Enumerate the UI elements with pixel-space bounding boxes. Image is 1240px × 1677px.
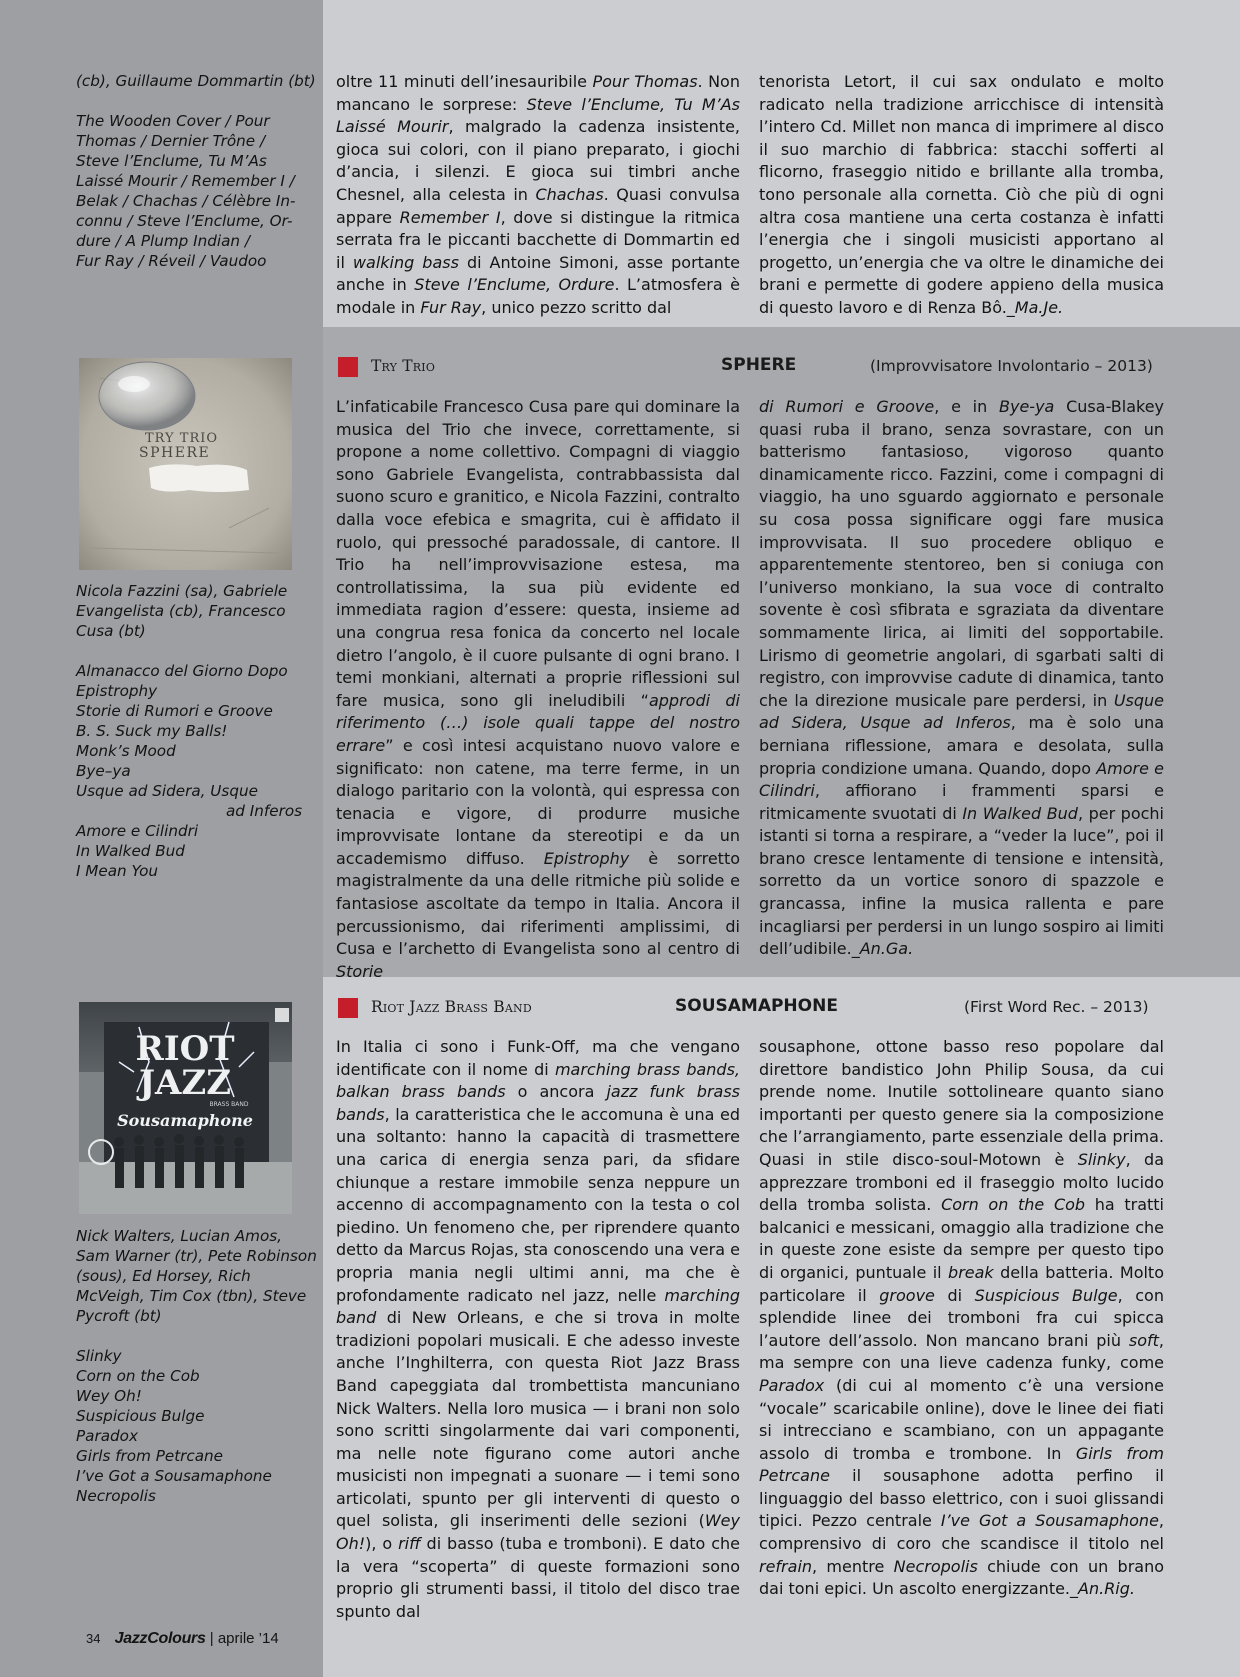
sidebar-line: Bye–ya	[76, 762, 131, 780]
review1-text-1: oltre 11 minuti dell’inesauribile Pour Thomas. Non mancano le sorprese: Steve l’Enclume, Tu M’As Laissé Mourir, malgrado la cadenza insistente, gioca sui colori, con il piano preparato, i giochi d’ancia, i silenzi. E gioca sui timbri anche Chesnel, alla celesta in Chachas. Quasi convulsa appare Remember I, dove si distingue la ritmica serrata fra le piccanti bacchette di Dommartin ed il walking bass di Antoine Simoni, asse portante anche in Steve l’Enclume, Ordure. L’atmosfera è modale in Fur Ray, unico pezzo scritto dal	[336, 72, 741, 317]
review1-sidebar	[76, 71, 324, 271]
sidebar-line: Usque ad Sidera, Usque	[76, 782, 258, 800]
review1-text-2: tenorista Letort, il cui sax ondulato e molto radicato nella tradizione arricchisce di intensità l’intero Cd. Millet non manca di imprimere al disco il suo marchio di fabbrica: stacchi sofferti al flicorno, fraseggio nitido e brillante alla tromba, tono personale alla cornetta. Ciò che più di ogni altra cosa mantiene una certa costanza è infatti l’energia che i singoli musicisti apportano al progetto, un’energia che va oltre le dinamiche dei brani e permette di godere appieno della musica di questo lavoro e di Renza Bô._Ma.Je.	[759, 72, 1164, 317]
sidebar-line: Storie di Rumori e Groove	[76, 702, 273, 720]
red-square-icon	[338, 998, 358, 1018]
sidebar-line: Evangelista (cb), Francesco	[76, 602, 286, 620]
review3-column-2	[759, 1036, 1164, 1601]
sidebar-line: (sous), Ed Horsey, Rich	[76, 1267, 251, 1285]
magazine-brand: JazzColours	[114, 1630, 206, 1647]
sidebar-line: Suspicious Bulge	[76, 1407, 205, 1425]
review1-column-2	[759, 71, 1164, 320]
review3-text-2: sousaphone, ottone basso reso popolare dal direttore bandistico John Philip Sousa, da cui prende nome. Inutile sottolineare quanto siano importanti per questo genere sia la composizione che l’arrangiamento, parte essenziale della prima. Quasi in stile disco-soul-Motown è Slinky, da apprezzare tromboni ed il fraseggio molto lucido della tromba solista. Corn on the Cob ha tratti balcanici e messicani, omaggio alla tradizione che in queste zone esiste da sempre per questo tipo di organici, puntuale il break della batteria. Molto particolare il groove di Suspicious Bulge, con splendide linee dei tromboni fra cui spicca l’autore dell’assolo. Non mancano brani più soft, ma sempre con una lieve cadenza funky, come Paradox (di cui al momento c’è una versione “vocale” scaricabile online), dove le linee dei fiati si intrecciano e scambiano, con un appagante assolo di tromba e trombone. In Girls from Petrcane il sousaphone adotta perfino il linguaggio del basso elettrico, con i suoi glissandi tipici. Pezzo centrale I’ve Got a Sousamaphone, comprensivo di coro che scandisce il titolo nel refrain, mentre Necropolis chiude con un brano dai toni epici. Un ascolto energizzante._An.Rig.	[759, 1037, 1165, 1599]
cover-title-line4: Sousamaphone	[117, 1111, 253, 1130]
sidebar-line: Necropolis	[76, 1487, 156, 1505]
review1-tracklist	[76, 111, 324, 271]
sidebar-line: The Wooden Cover / Pour	[76, 112, 270, 130]
sidebar-line: ad Inferos	[226, 802, 303, 820]
review2-album: SPHERE	[721, 355, 797, 375]
review2-header	[338, 353, 1168, 379]
review3-album-cover	[79, 1002, 292, 1214]
review3-header	[338, 994, 1168, 1020]
review2-sidebar	[76, 581, 324, 881]
review3-text-1: In Italia ci sono i Funk-Off, ma che vengano identificate con il nome di marching brass bands, balkan brass bands o ancora jazz funk brass bands, la caratteristica che le accomuna è una ed una soltanto: hanno la capacità di trasmettere una carica di energia senza pari, da sfidare chiunque a restare immobile senza neppure un accenno di accompagnamento con la testa o col piedino. Un fenomeno che, per riprendere quanto detto da Marcus Rojas, sta conoscendo una vera e propria mania negli ultimi anni, ma che è profondamente radicato nel jazz, nelle marching band di New Orleans, e che si trova in molte tradizioni popolari musicali. E che adesso investe anche l’Inghilterra, con questa Riot Jazz Brass Band capeggiata dal trombettista mancuniano Nick Walters. Nella loro musica — i brani non solo sono scritti singolarmente dai vari componenti, ma nelle note figurano come autori anche musicisti non impegnati a suonare — i temi sono articolati, spunto per gli interventi di questo o quel solista, gli inserimenti delle sezioni (Wey Oh!), o riff di basso (tuba e tromboni). E dato che la vera “scoperta” di queste formazioni sono proprio gli strumenti bassi, il titolo del disco trae spunto dal	[336, 1037, 740, 1621]
review3-sidebar	[76, 1226, 324, 1506]
review2-label: (Improvvisatore Involontario – 2013)	[870, 357, 1153, 375]
cover-title-line2: JAZZ	[138, 1063, 232, 1103]
review1-column-1	[336, 71, 740, 320]
review3-tracklist	[76, 1346, 324, 1506]
review3-artist: Riot Jazz Brass Band	[371, 998, 532, 1016]
sidebar-line: Cusa (bt)	[76, 622, 146, 640]
sidebar-line: I’ve Got a Sousamaphone	[76, 1467, 272, 1485]
review3-album: SOUSAMAPHONE	[675, 996, 838, 1016]
sidebar-line: Pycroft (bt)	[76, 1307, 162, 1325]
red-square-icon	[338, 357, 358, 377]
sidebar-line: Belak / Chachas / Célèbre In-	[76, 192, 296, 210]
sidebar-line: In Walked Bud	[76, 842, 185, 860]
review1-personnel-line: (cb), Guillaume Dommartin (bt)	[76, 72, 316, 90]
review2-text-2: di Rumori e Groove, e in Bye-ya Cusa-Blakey quasi ruba il brano, senza sovrastare, con un batterismo fantasioso, vigoroso quanto dinamicamente ricco. Fazzini, come i compagni di viaggio, ha uno sguardo aggiornato e personale su cosa possa significare oggi fare musica improvvisata. Il suo procedere obliquo e apparentemente stentoreo, ben si coniuga con l’universo monkiano, la sua voce di contralto sovente è così sfibrata e sgraziata da diventare sommamente lirica, ai limiti del sopportabile. Lirismo di geometrie angolari, di sgarbati salti di registro, con improvvise cadute di dinamica, tanto che la direzione musicale pare perdersi, in Usque ad Sidera, Usque ad Inferos, ma è solo una berniana riflessione, amara e desolata, sulla propria condizione umana. Quando, dopo Amore e Cilindri, affiorano i frammenti sparsi e ritmicamente svuotati di In Walked Bud, per pochi istanti si torna a respirare, a “veder la luce”, poi il brano cresce lentamente di tensione e intensità, sorretto da un vortice sonoro di spazzole e grancassa, infine la musica rallenta e pare incagliarsi per perdersi in un lungo sospiro ai limiti dell’udibile._An.Ga.	[759, 397, 1165, 959]
sidebar-line: Almanacco del Giorno Dopo	[76, 662, 288, 680]
review2-text-1: L’infaticabile Francesco Cusa pare qui dominare la musica del Trio che invece, correttamente, si propone a nome collettivo. Compagni di viaggio sono Gabriele Evangelista, contrabbassista dal suono scuro e granitico, e Nicola Fazzini, contralto dalla voce efebica e smagrita, cui è affidato il ruolo, qui pressoché paradossale, di cantore. Il Trio ha nell’improvvisazione estesa, ma controllatissima, la sua più evidente ed immediata ragion d’essere: questa, insieme ad una congrua resa fonica da concerto nel locale dietro l’angolo, è il cuore pulsante di ogni brano. I temi monkiani, alternati a proprie riflessioni sul fare musica, sono gli ineludibili “approdi di riferimento (…) isole quali tappe del nostro errare” e così intesi acquistano nuovo valore e significato: non catene, ma terre ferme, in un dialogo paritario con la volontà, qui espressa con tenacia e vigore, di produrre musiche improvvisate lontane da stereotipi e da un accademismo diffuso. Epistrophy è sorretto magistralmente da una delle ritmiche più solide e fantasiose ascoltate da tempo in Italia. Ancora il percussionismo, dai riferimenti amplissimi, di Cusa e l’archetto di Evangelista sono al centro di Storie	[336, 397, 741, 981]
cover-title-line1: RIOT	[135, 1029, 235, 1069]
sidebar-line: I Mean You	[76, 862, 159, 880]
sidebar-line: Wey Oh!	[76, 1387, 142, 1405]
review2-column-2	[759, 396, 1164, 961]
sidebar-line: Slinky	[76, 1347, 122, 1365]
review3-personnel	[76, 1226, 324, 1326]
sidebar-line: Epistrophy	[76, 682, 158, 700]
sidebar-line: Steve l’Enclume, Tu M’As	[76, 152, 267, 170]
sidebar-line: Girls from Petrcane	[76, 1447, 224, 1465]
review3-label: (First Word Rec. – 2013)	[964, 998, 1149, 1016]
sidebar-line: Thomas / Dernier Trône /	[76, 132, 266, 150]
sidebar-line: Paradox	[76, 1427, 138, 1445]
page-footer	[86, 1630, 279, 1648]
cover-title-line1: TRY TRIO	[145, 431, 219, 446]
sidebar-line: Nicola Fazzini (sa), Gabriele	[76, 582, 288, 600]
review2-artist: Try Trio	[371, 357, 436, 375]
cover-title-line2: SPHERE	[139, 445, 211, 461]
sidebar-line: B. S. Suck my Balls!	[76, 722, 228, 740]
sidebar-line: McVeigh, Tim Cox (tbn), Steve	[76, 1287, 307, 1305]
review2-tracklist	[76, 661, 324, 881]
sidebar-line: Amore e Cilindri	[76, 822, 199, 840]
sidebar-line: Sam Warner (tr), Pete Robinson	[76, 1247, 317, 1265]
sidebar-line: Nick Walters, Lucian Amos,	[76, 1227, 283, 1245]
sidebar-line: Fur Ray / Réveil / Vaudoo	[76, 252, 267, 270]
sidebar-line: Corn on the Cob	[76, 1367, 200, 1385]
sidebar-line: dure / A Plump Indian /	[76, 232, 250, 250]
issue-date: | aprile ’14	[209, 1630, 279, 1647]
review2-column-1	[336, 396, 740, 983]
cover-title-line3: BRASS BAND	[209, 1101, 249, 1108]
sidebar-line: Monk’s Mood	[76, 742, 176, 760]
sidebar-line: Laissé Mourir / Remember I /	[76, 172, 295, 190]
review2-album-cover	[79, 358, 292, 570]
sidebar-line: connu / Steve l’Enclume, Or-	[76, 212, 293, 230]
page-number: 34	[86, 1631, 101, 1646]
review3-column-1	[336, 1036, 740, 1623]
review2-personnel	[76, 581, 324, 641]
